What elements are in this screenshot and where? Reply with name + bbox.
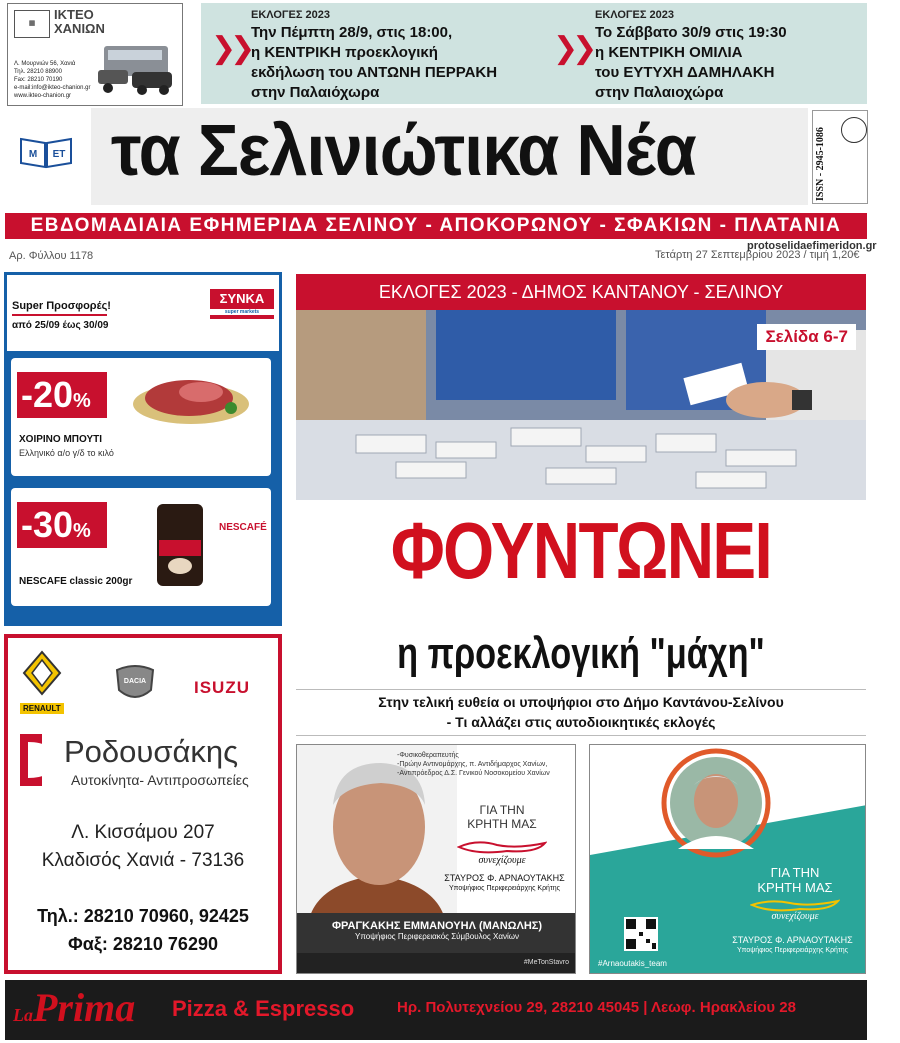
election-item-left: ΕΚΛΟΓΕΣ 2023 Την Πέμπτη 28/9, στις 18:00, η ΚΕΝΤΡΙΚΗ προεκλογική εκδήλωση του ΑΝΤΩΝΗ ΠΕΡΡΑΚΗ στην Παλαιόχωρα — [251, 9, 498, 101]
newspaper-title: τα Σελινιώτικα Νέα — [111, 111, 696, 191]
issn-number: ISSN - 2945-1086 — [815, 127, 826, 201]
isuzu-logo: ISUZU — [194, 678, 250, 697]
dacia-logo: DACIA — [113, 664, 157, 709]
deal-description: Ελληνικό α/ο γ/δ το κιλό — [19, 448, 114, 458]
masthead[interactable] — [91, 108, 808, 205]
elta-seal-icon — [841, 117, 867, 143]
deal-card[interactable] — [11, 358, 271, 476]
campaign-slogan: ΓΙΑ ΤΗΝ ΚΡΗΤΗ ΜΑΣ — [757, 865, 833, 895]
dealer-name: Ροδουσάκης — [64, 734, 239, 769]
met-logo-icon — [17, 135, 75, 171]
deal-card[interactable] — [11, 488, 271, 606]
vehicles-image — [98, 42, 178, 97]
candidate-bio: -Φυσικοθεραπευτής -Πρώην Αντινομάρχης, π. Αντιδήμαρχος Χανίων, -Αντιπρόεδρος Δ.Σ. Γενικού Νοσοκομείου Χανίων — [397, 752, 550, 777]
dealer-phone: Τηλ.: 28210 70960, 92425 — [37, 906, 249, 926]
qr-code-icon[interactable] — [624, 917, 658, 951]
deal-name: ΧΟΙΡΙΝΟ ΜΠΟΥΤΙ — [19, 434, 103, 445]
leader-name: ΣΤΑΥΡΟΣ Φ. ΑΡΝΑΟΥΤΑΚΗΣ — [444, 873, 565, 883]
signature: συνεχίζουμε — [771, 911, 819, 922]
ikteo-logo-icon: ▦ — [14, 10, 50, 38]
chevron-right-icon: ❯❯ — [211, 32, 250, 65]
lead-kicker: ΕΚΛΟΓΕΣ 2023 - ΔΗΜΟΣ ΚΑΝΤΑΝΟΥ - ΣΕΛΙΝΟΥ — [296, 274, 866, 310]
renault-logo: RENAULT — [20, 650, 64, 714]
prima-address: Ηρ. Πολυτεχνείου 29, 28210 45045 | Λεωφ. Ηρακλείου 28 — [397, 999, 796, 1016]
prima-logo: LaPrima — [13, 985, 136, 1030]
svg-text:Μ: Μ — [28, 149, 38, 160]
ikteo-contact: Λ. Μουρνιών 56, Χανιά Τηλ. 28210 88900 Fax: 28210 70190 e-mail:info@ikteo-chanion.gr www.ikteo-chanion.gr — [14, 61, 91, 99]
election-item-right: ΕΚΛΟΓΕΣ 2023 Το Σάββατο 30/9 στις 19:30 η ΚΕΝΤΡΙΚΗ ΟΜΙΛΙΑ του ΕΥΤΥΧΗ ΔΑΜΗΛΑΚΗ στην Παλαιοχώρα — [595, 9, 787, 101]
car-dealer-ad[interactable] — [4, 634, 282, 974]
leader-name: ΣΤΑΥΡΟΣ Φ. ΑΡΝΑΟΥΤΑΚΗΣ — [732, 935, 853, 945]
candidate-ad-fragkakis[interactable] — [296, 744, 576, 974]
discount-badge: -20% — [17, 372, 107, 418]
election-banner[interactable] — [201, 3, 867, 104]
prima-title: Pizza & Espresso — [172, 996, 355, 1021]
page-reference[interactable]: Σελίδα 6-7 — [757, 324, 856, 350]
discount-badge: -30% — [17, 502, 107, 548]
hashtag-bar: #MeTonStavro — [297, 953, 576, 974]
synka-header — [7, 275, 279, 351]
pizza-ad[interactable] — [5, 980, 867, 1040]
tagline-strip: ΕΒΔΟΜΑΔΙΑΙΑ ΕΦΗΜΕΡΙΔΑ ΣΕΛΙΝΟΥ - ΑΠΟΚΟΡΩΝΟΥ - ΣΦΑΚΙΩΝ - ΠΛΑΤΑΝΙΑ — [5, 213, 867, 239]
campaign-slogan: ΓΙΑ ΤΗΝ ΚΡΗΤΗ ΜΑΣ — [467, 803, 537, 831]
nescafe-logo: NESCAFÉ — [219, 522, 267, 533]
renault-diamond-icon — [20, 650, 64, 696]
ikteo-brand: ΙΚΤΕΟ ΧΑΝΙΩΝ — [54, 7, 105, 36]
leader-role: Υποψήφιος Περιφερειάρχης Κρήτης — [448, 885, 560, 892]
nescafe-jar-image — [153, 500, 207, 590]
dealer-address: Λ. Κισσάμου 207 — [71, 822, 215, 843]
ikteo-ad[interactable] — [7, 3, 183, 106]
svg-text:ΕΤ: ΕΤ — [52, 149, 66, 160]
dealer-fax: Φαξ: 28210 76290 — [68, 934, 218, 954]
rodousakis-logo-icon — [20, 734, 60, 786]
divider — [12, 314, 107, 316]
signature: συνεχίζουμε — [478, 855, 526, 866]
chevron-right-icon: ❯❯ — [553, 32, 592, 65]
subheadline: η προεκλογική "μάχη" — [397, 629, 765, 678]
synka-logo: ΣΥΝΚΑ super markets — [210, 289, 274, 319]
leader-role: Υποψήφιος Περιφερειάρχης Κρήτης — [736, 947, 848, 954]
source-watermark: protoselidaefimeridon.gr — [747, 240, 877, 252]
candidate-ad-arnaoutakis[interactable] — [589, 744, 866, 974]
dealer-address: Κλαδισός Χανιά - 73136 — [41, 850, 245, 871]
lead-photo[interactable] — [296, 310, 866, 500]
hashtag: #Arnaoutakis_team — [598, 959, 667, 968]
candidate-name-bar: ΦΡΑΓΚΑΚΗΣ ΕΜΜΑΝΟΥΗΛ (ΜΑΝΩΛΗΣ) Υποψήφιος Περιφερειακός Σύμβουλος Χανίων — [297, 913, 576, 953]
lead-summary: Στην τελική ευθεία οι υποψήφιοι στο Δήμο Καντάνου-Σελίνου - Τι αλλάζει στις αυτοδιοικητικές εκλογές — [296, 689, 866, 736]
synka-ad[interactable] — [4, 272, 282, 626]
pork-image — [131, 368, 251, 428]
crete-map-icon — [457, 835, 547, 857]
synka-title: Super Προσφορές! — [12, 300, 111, 312]
issn-box — [812, 110, 868, 204]
issue-number: Αρ. Φύλλου 1178 — [9, 250, 94, 262]
issue-date: Τετάρτη 27 Σεπτεμβρίου 2023 / τιμή 1,20€ — [655, 249, 860, 261]
dealer-tagline: Αυτοκίνητα- Αντιπροσωπείες — [71, 772, 249, 788]
headline: ΦΟΥΝΤΩΝΕΙ — [390, 506, 772, 595]
synka-dates: από 25/09 έως 30/09 — [12, 320, 109, 331]
deal-name: NESCAFE classic 200gr — [19, 576, 133, 587]
